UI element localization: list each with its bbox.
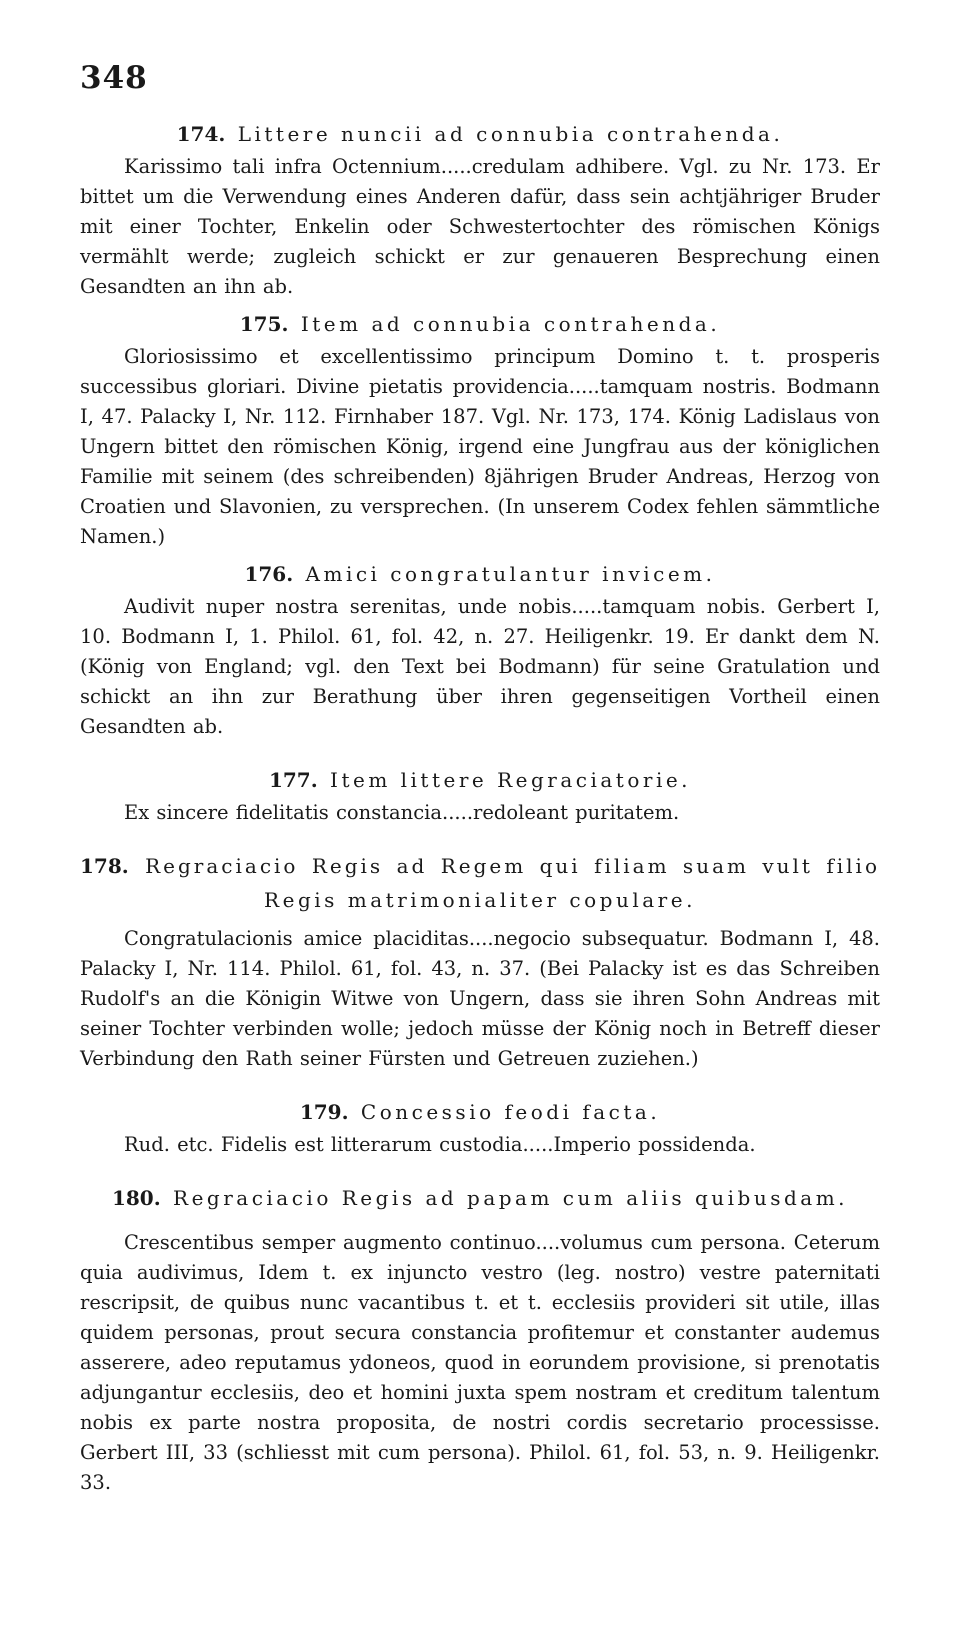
entry-number: 178. xyxy=(80,854,129,878)
entry-title: Littere nuncii ad connubia contrahenda. xyxy=(237,122,784,146)
entry-heading xyxy=(80,118,880,150)
entry-heading xyxy=(80,1182,880,1214)
entry-title: Concessio feodi facta. xyxy=(360,1100,661,1124)
entry-text: Rud. etc. Fidelis est litterarum custodia.....Imperio possidenda. xyxy=(124,1133,756,1156)
entry-text: Ex sincere fidelitatis constancia.....redoleant puritatem. xyxy=(124,801,680,824)
entry-179 xyxy=(80,1096,880,1160)
entry-174 xyxy=(80,118,880,302)
entry-175 xyxy=(80,308,880,552)
entry-title: Amici congratulantur invicem. xyxy=(305,562,716,586)
entry-text: Crescentibus semper augmento continuo....volumus cum persona. Ceterum quia audivimus, Idem t. ex injuncto vestro (leg. nostro) vestre paternitati rescripsit, de quibus nunc vacantibus t. et t. ecclesiis provideri sit utile, illas quidem personas, prout secura constancia profitemur et constanter audemus asserere, adeo reputamus ydoneos, quod in eorundem provisione, si prenotatis adjungantur ecclesiis, deo et homini juxta spem nostram et creditum talentum nobis ex parte nostra proposita, de nostri cordis secretario processisse. Gerbert III, 33 (schliesst mit cum persona). Philol. 61, fol. 53, n. 9. Heiligenkr. 33. xyxy=(80,1231,880,1494)
entry-number: 180. xyxy=(111,1186,161,1210)
entry-title: Regraciacio Regis ad papam cum aliis quibusdam. xyxy=(173,1186,849,1210)
entry-heading xyxy=(80,764,880,796)
page-number: 348 xyxy=(80,60,148,96)
entry-text: Gloriosissimo et excellentissimo principum Domino t. t. prosperis successibus gloriari. Divine pietatis providencia.....tamquam nostris. Bodmann I, 47. Palacky I, Nr. 112. Firnhaber 187. Vgl. Nr. 173, 174. König Ladislaus von Ungern bittet den römischen König, irgend eine Jungfrau aus der königlichen Familie mit seinem (des schreibenden) 8jährigen Bruder Andreas, Herzog von Croatien und Slavonien, zu versprechen. (In unserem Codex fehlen sämmtliche Namen.) xyxy=(80,345,880,548)
entry-title: Item ad connubia contrahenda. xyxy=(300,312,721,336)
entry-178 xyxy=(80,850,880,1074)
entry-number: 177. xyxy=(268,768,318,792)
entry-heading xyxy=(80,308,880,340)
entry-title: Item littere Regraciatorie. xyxy=(330,768,692,792)
entry-title-continuation: Regis matrimonialiter copulare. xyxy=(264,888,696,912)
entry-177 xyxy=(80,764,880,828)
entry-text: Audivit nuper nostra serenitas, unde nobis.....tamquam nobis. Gerbert I, 10. Bodmann I, 1. Philol. 61, fol. 42, n. 27. Heiligenkr. 19. Er dankt dem N. (König von England; vgl. den Text bei Bodmann) für seine Gratulation und schickt an ihn zur Berathung über ihren gegenseitigen Vortheil einen Gesandten ab. xyxy=(80,595,880,738)
entry-180 xyxy=(80,1182,880,1498)
entry-number: 174. xyxy=(176,122,226,146)
entry-title: Regraciacio Regis ad Regem qui filiam suam vult filio xyxy=(145,854,880,878)
entry-heading xyxy=(80,558,880,590)
entry-176 xyxy=(80,558,880,742)
entry-number: 176. xyxy=(244,562,294,586)
page-body xyxy=(80,118,880,1498)
entry-heading xyxy=(80,1096,880,1128)
entry-number: 175. xyxy=(239,312,289,336)
entry-heading xyxy=(80,850,880,882)
entry-heading-continuation xyxy=(80,884,880,916)
entry-text: Congratulacionis amice placiditas....negocio subsequatur. Bodmann I, 48. Palacky I, Nr. 114. Philol. 61, fol. 43, n. 37. (Bei Palacky ist es das Schreiben Rudolf's an die Königin Witwe von Ungern, dass sie ihren Sohn Andreas mit seiner Tochter verbinden wolle; jedoch müsse der König noch in Betreff dieser Verbindung den Rath seiner Fürsten und Getreuen zuziehen.) xyxy=(80,927,880,1070)
entry-text: Karissimo tali infra Octennium.....credulam adhibere. Vgl. zu Nr. 173. Er bittet um die Verwendung eines Anderen dafür, dass sein achtjähriger Bruder mit einer Tochter, Enkelin oder Schwestertochter des römischen Königs vermählt werde; zugleich schickt er zur genaueren Besprechung einen Gesandten an ihn ab. xyxy=(80,155,880,298)
entry-number: 179. xyxy=(299,1100,349,1124)
